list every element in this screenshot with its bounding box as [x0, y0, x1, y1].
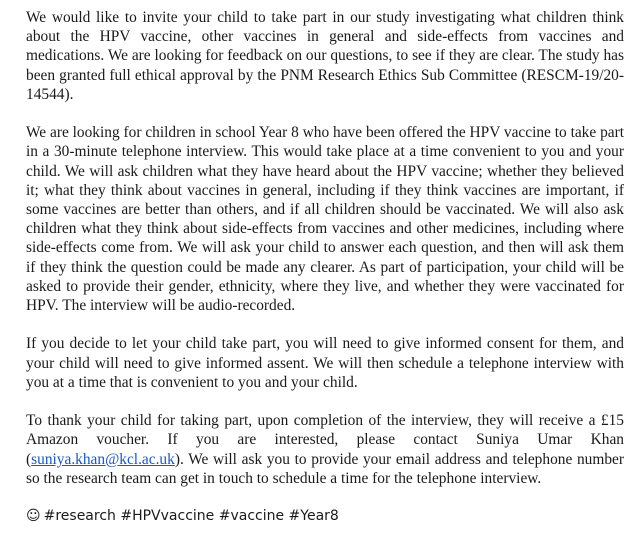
- paragraph-study-details: We are looking for children in school Year 8 who have been offered the HPV vaccine to take part in a 30-minute telephone interview. This would take place at a time convenient to you and your child. We will ask children what they have heard about the HPV vaccine; whether they believed it; what they think about vaccines in general, including if they think vaccines are important, if some vaccines are better than others, and if all children should be vaccinated. We will also ask children what they think about side-effects from vaccines and other medicines, including where side-effects come from. We will ask your child to answer each question, and then will ask them if they think the question could be made any clearer. As part of participation, your child will be asked to provide their gender, ethnicity, where they live, and whether they were vaccinated for HPV. The interview will be audio-recorded.: [26, 124, 624, 315]
- invitation-document: [26, 8, 624, 526]
- contact-text-before: To thank your child for taking part, upon completion of the interview, they will receive a £15 Amazon voucher. If you are interested, please contact Suniya Umar Khan (: [26, 412, 624, 468]
- paragraph-contact: [26, 411, 624, 488]
- paragraph-consent: If you decide to let your child take part, you will need to give informed consent for them, and your child will need to give informed assent. We will then schedule a telephone interview with you at a time that is convenient to you and your child.: [26, 335, 624, 391]
- paragraph-study-intro: We would like to invite your child to take part in our study investigating what children think about the HPV vaccine, other vaccines in general and side-effects from vaccines and medications. We are looking for feedback on our questions, to see if they are clear. The study has been granted full ethical approval by the PNM Research Ethics Sub Committee (RESCM-19/20-14544).: [26, 9, 624, 103]
- hashtags-text: #research #HPVvaccine #vaccine #Year8: [43, 508, 339, 525]
- hashtag-line: [26, 507, 624, 526]
- smiley-icon: ☺: [26, 508, 41, 525]
- contact-email-link[interactable]: suniya.khan@kcl.ac.uk: [31, 450, 175, 468]
- contact-text-after: ). We will ask you to provide your email address and telephone number so the research team can get in touch to schedule a time for the telephone interview.: [26, 450, 624, 487]
